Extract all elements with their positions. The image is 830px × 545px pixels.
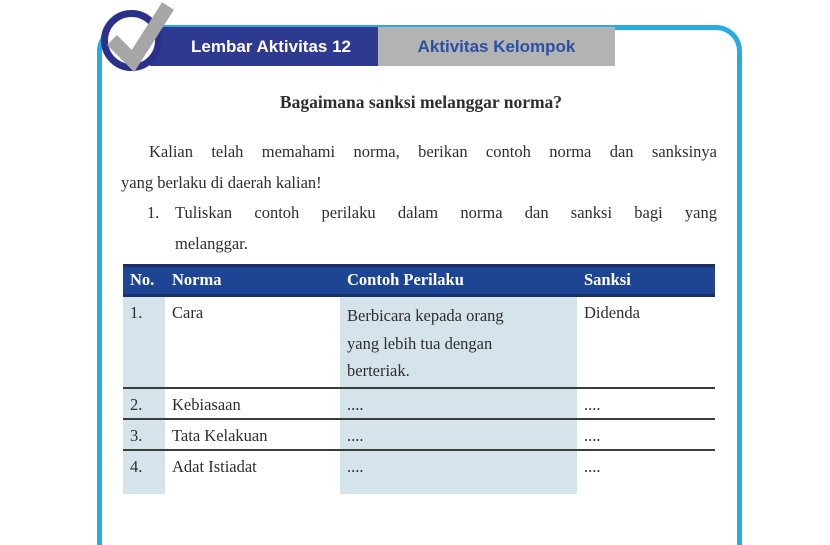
activity-type-label: Aktivitas Kelompok [417,36,576,56]
column-header-sanksi: Sanksi [577,266,715,296]
column-header-no: No. [123,266,165,296]
cell-sanksi: Didenda [577,296,715,388]
cell-sanksi: .... [577,419,715,450]
page-title: Bagaimana sanksi melanggar norma? [279,92,563,112]
cell-no: 4. [123,450,165,494]
table-row [123,388,715,419]
cell-norma: Adat Istiadat [172,456,257,476]
cell-no: 3. [123,419,165,450]
column-header-contoh-perilaku: Contoh Perilaku [340,266,577,296]
cell-no: 2. [123,388,165,419]
list-item-1 [147,197,717,259]
intro-line-1: Kalian telah memahami norma, berikan contoh norma dan sanksinya [149,142,717,161]
cell-norma: Kebiasaan [165,388,340,419]
list-item-number: 1. [147,203,160,222]
list-item-text [175,197,717,259]
column-header-norma: Norma [165,266,340,296]
activity-sheet-badge [150,27,378,66]
cell-norma: Tata Kelakuan [165,419,340,450]
cell-contoh-perilaku: Berbicara kepada orang yang lebih tua dengan berteriak. [340,296,577,388]
cell-contoh-perilaku: .... [340,450,577,494]
cell-sanksi: .... [577,388,715,419]
cell-sanksi: .... [584,456,601,476]
list-item-line-1: Tuliskan contoh perilaku dalam norma dan sanksi bagi yang [175,203,717,222]
list-item-line-2: melanggar. [175,234,248,253]
intro-paragraph [121,136,717,198]
activity-sheet-label: Lembar Aktivitas 12 [191,36,351,56]
cell-no: 1. [123,296,165,388]
table-header-row [123,266,715,296]
table-row [123,296,715,388]
activity-type-badge [378,27,615,66]
table-header [123,266,715,296]
table-row [123,450,715,494]
cell-contoh-perilaku: .... [340,419,577,450]
cell-norma: Cara [165,296,340,388]
table-row [123,419,715,450]
intro-line-2: yang berlaku di daerah kalian! [121,173,322,192]
cell-contoh-perilaku: .... [340,388,577,419]
check-circle [101,10,162,71]
norma-sanksi-table [123,264,715,494]
